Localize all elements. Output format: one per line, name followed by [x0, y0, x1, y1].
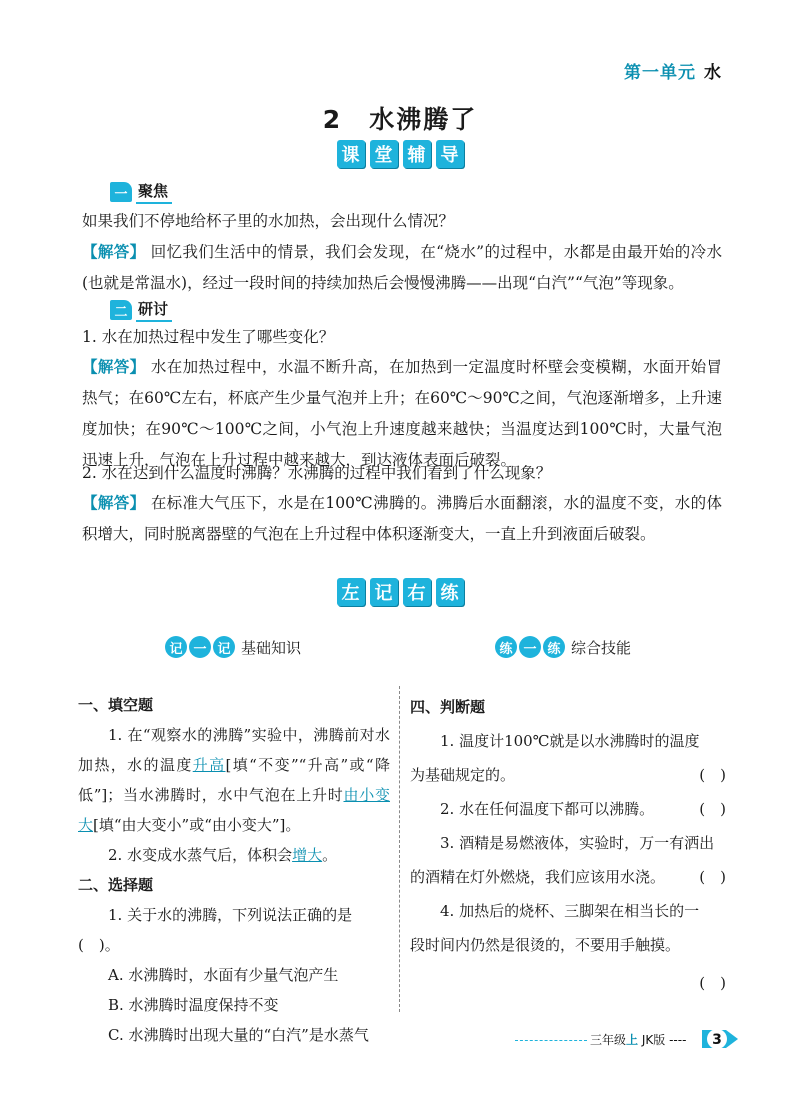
answer-fill: 升高 [192, 756, 226, 774]
option-a: A. 水沸腾时，水面有少量气泡产生 [108, 966, 339, 984]
left-column [78, 690, 390, 1050]
skills-heading: 练 一 练 综合技能 [495, 636, 631, 658]
footer-divider [515, 1040, 587, 1041]
discuss-question-2: 2. 水在达到什么温度时沸腾？水沸腾的过程中我们看到了什么现象？ [82, 464, 552, 482]
banner-classroom [0, 140, 800, 168]
right-column [410, 690, 726, 1000]
banner-char: 堂 [370, 140, 398, 168]
choice-heading: 二、选择题 [78, 876, 154, 894]
page-number-badge [700, 1026, 740, 1052]
answer-fill: 增大 [292, 846, 323, 864]
answer-fill: 由小变大 [78, 786, 390, 834]
option-c: C. 水沸腾时出现大量的“白汽”是水蒸气 [108, 1026, 369, 1044]
banner-practice [0, 578, 800, 606]
banner-char: 记 [370, 578, 398, 606]
answer-bracket[interactable]: ( ) [699, 766, 726, 784]
banner-char: 练 [436, 578, 464, 606]
fill-question-1: 1. 在“观察水的沸腾”实验中，沸腾前对水加热，水的温度升高[填“不变”“升高”或“降低”]；当水沸腾时，水中气泡在上升时由小变大[填“由大变小”或“由小变大”]。 [78, 726, 390, 834]
banner-char: 辅 [403, 140, 431, 168]
judge-1-cont: 为基础规定的。 ( ) [410, 758, 726, 792]
choice-question: 1. 关于水的沸腾，下列说法正确的是( )。 [78, 906, 353, 954]
footer-edition: 三年级上 JK版 ---- [590, 1033, 687, 1047]
banner-char: 左 [337, 578, 365, 606]
page-number: 3 [712, 1032, 722, 1048]
basic-knowledge-heading: 记 一 记 基础知识 [165, 636, 301, 658]
answer-bracket[interactable]: ( ) [699, 868, 726, 886]
banner-char: 课 [337, 140, 365, 168]
discuss-question-1: 1. 水在加热过程中发生了哪些变化？ [82, 328, 335, 346]
judge-3-cont: 的酒精在灯外燃烧，我们应该用水浇。 ( ) [410, 860, 726, 894]
page-title: 2 水沸腾了 [322, 105, 478, 134]
answer-bracket[interactable]: ( ) [699, 974, 726, 992]
judge-1: 1. 温度计100℃就是以水沸腾时的温度 [440, 732, 700, 750]
column-divider [399, 686, 400, 1012]
fill-question-2: 2. 水变成水蒸气后，体积会增大。 [108, 846, 338, 864]
discuss-answer-2: 【解答】 在标准大气压下，水是在100℃沸腾的。沸腾后水面翻滚，水的温度不变，水的体积增大，同时脱离器壁的气泡在上升过程中体积逐渐变大，一直上升到液面后破裂。 [82, 494, 722, 543]
unit-header: 第一单元 水 [624, 63, 722, 83]
judge-heading: 四、判断题 [410, 698, 486, 716]
banner-char: 右 [403, 578, 431, 606]
discuss-answer-1: 【解答】 水在加热过程中，水温不断升高，在加热到一定温度时杯壁会变模糊，水面开始冒热气；在60℃左右，杯底产生少量气泡并上升；在60℃～90℃之间，气泡逐渐增多，上升速度加快；在90℃～100℃之间，小气泡上升速度越来越快；当温度达到100℃时，大量气泡迅速上升，气泡在上升过程中越来越大，到达液体表面后破裂。 [82, 358, 722, 469]
option-b: B. 水沸腾时温度保持不变 [108, 996, 279, 1014]
judge-2: 2. 水在任何温度下都可以沸腾。 ( ) [410, 792, 726, 826]
focus-question: 如果我们不停地给杯子里的水加热，会出现什么情况？ [82, 212, 455, 230]
judge-4-cont: 段时间内仍然是很烫的，不要用手触摸。 [410, 936, 681, 954]
focus-answer: 【解答】 回忆我们生活中的情景，我们会发现，在“烧水”的过程中，水都是由最开始的冷水(也就是常温水)，经过一段时间的持续加热后会慢慢沸腾——出现“白汽”“气泡”等现象。 [82, 243, 722, 292]
banner-char: 导 [436, 140, 464, 168]
section-discuss-tag: 二 研讨 [110, 298, 172, 322]
answer-bracket[interactable]: ( ) [699, 800, 726, 818]
section-focus-tag: 一 聚焦 [110, 180, 172, 204]
judge-4: 4. 加热后的烧杯、三脚架在相当长的一 [440, 902, 700, 920]
judge-3: 3. 酒精是易燃液体，实验时，万一有洒出 [440, 834, 715, 852]
fill-blank-heading: 一、填空题 [78, 696, 154, 714]
